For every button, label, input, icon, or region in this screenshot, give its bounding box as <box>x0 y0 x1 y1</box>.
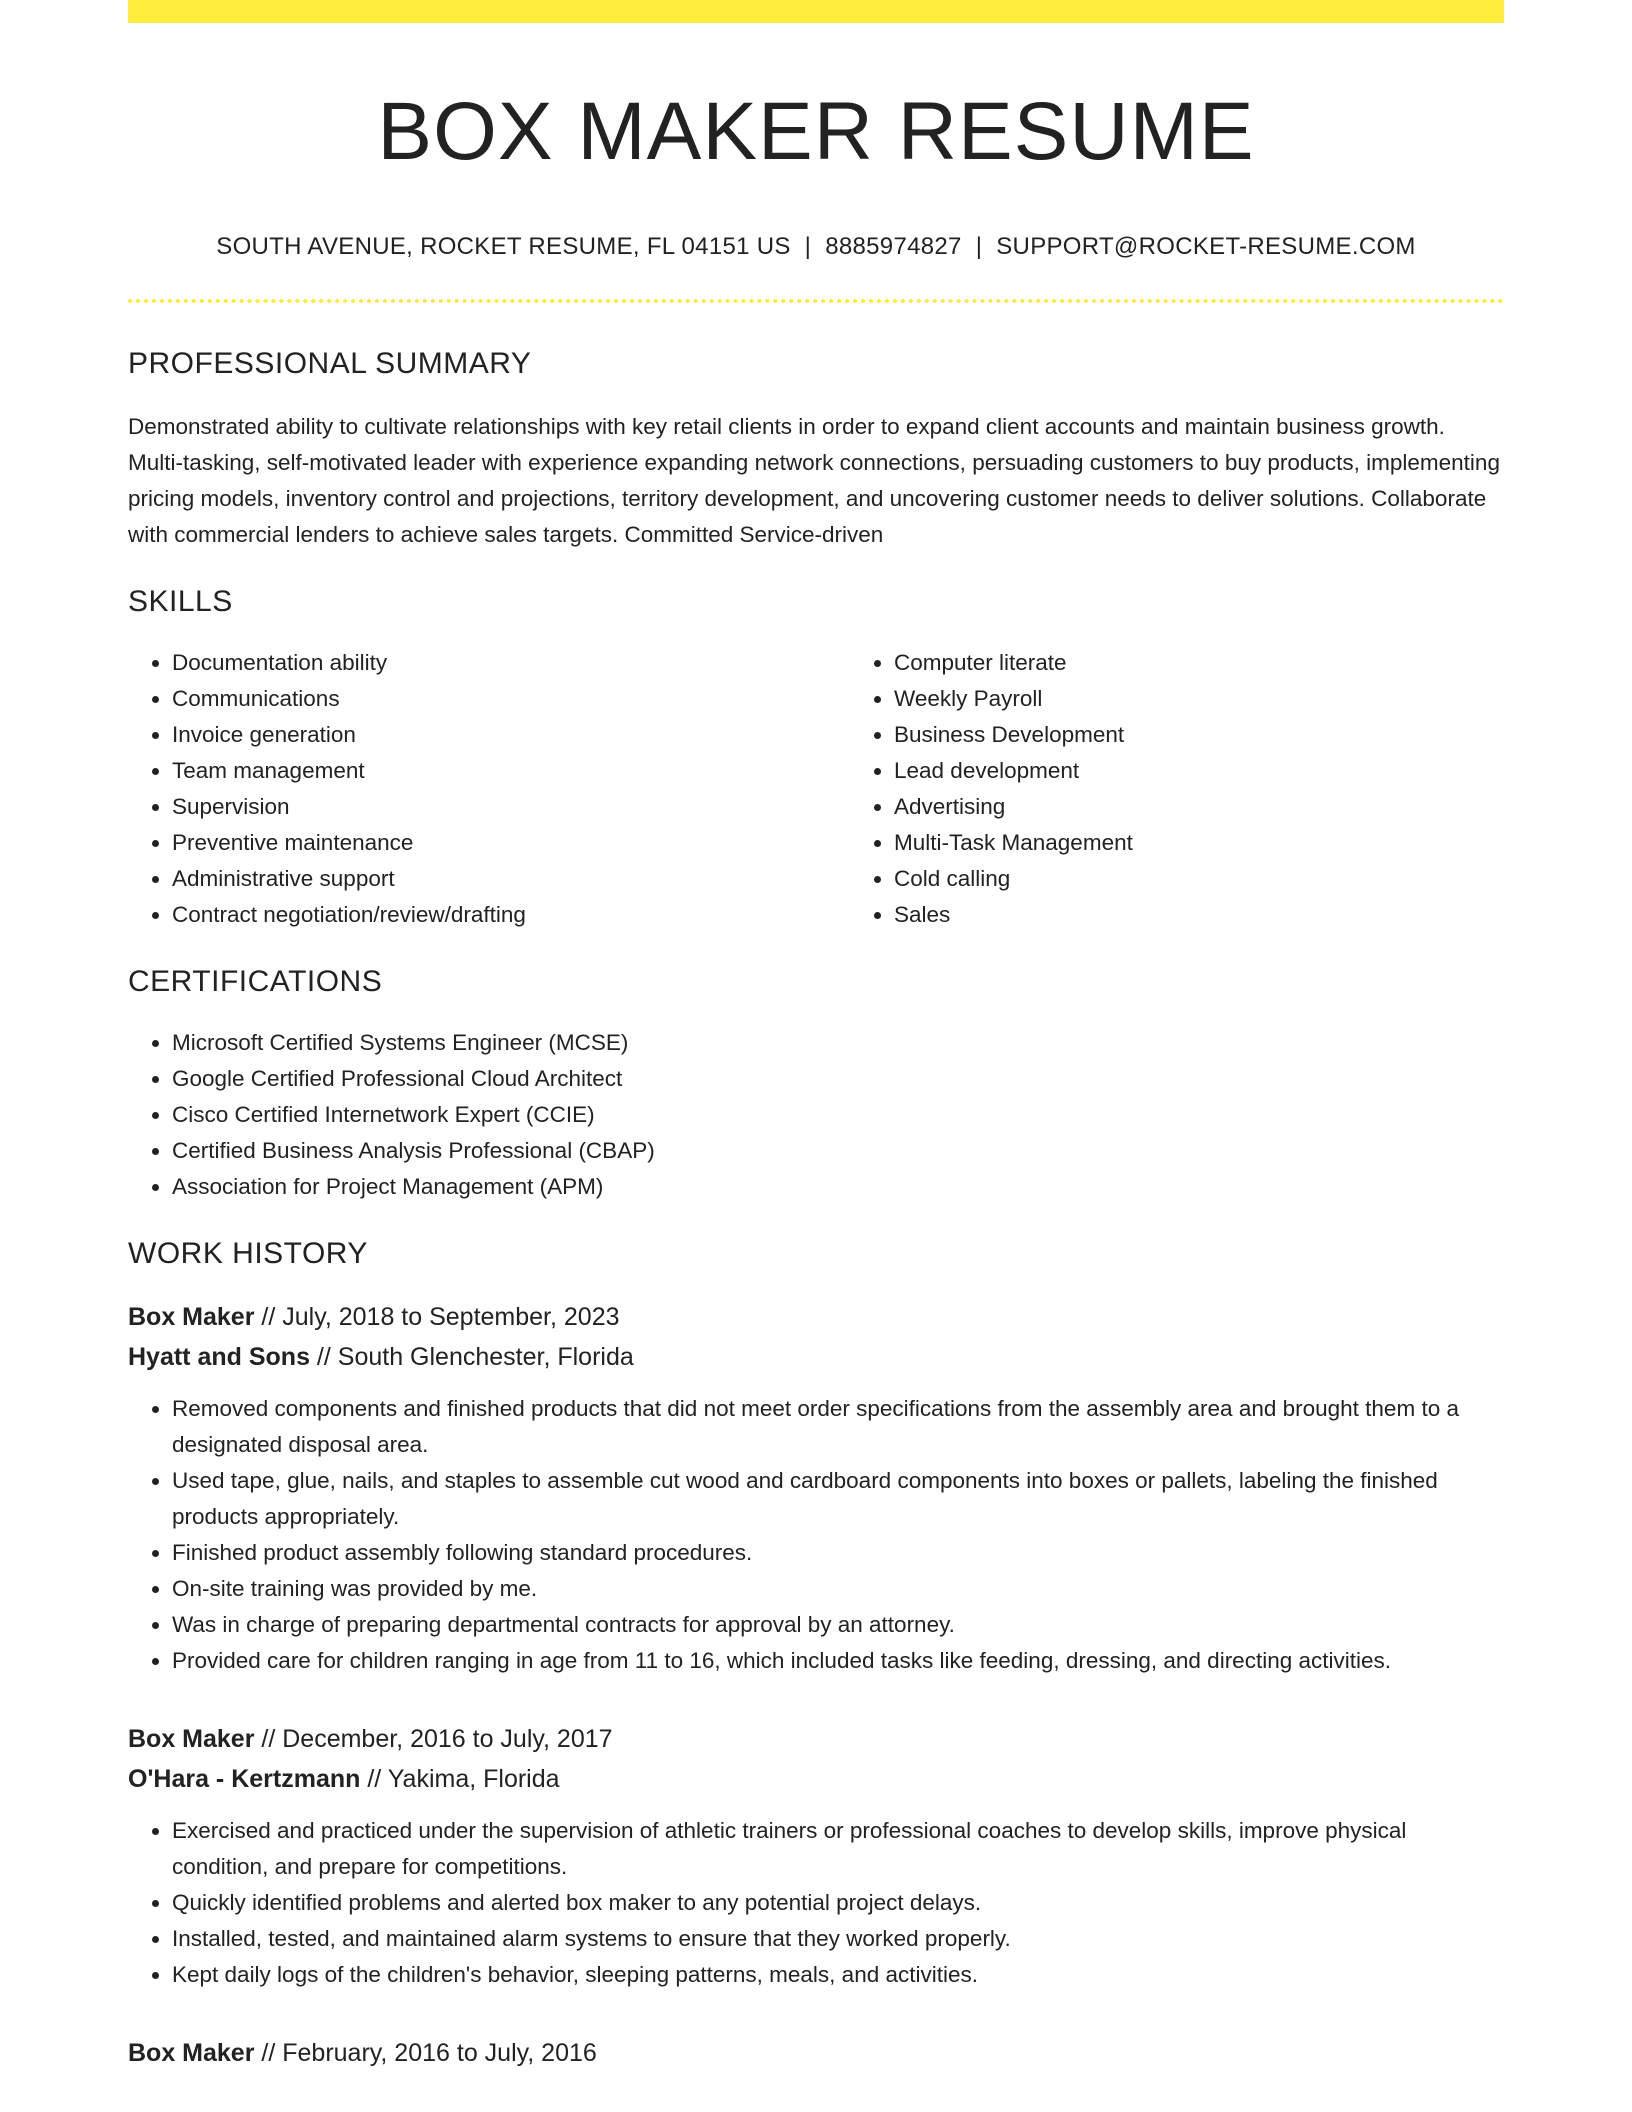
skill-item: • Administrative support <box>172 861 850 897</box>
certification-item: • Microsoft Certified Systems Engineer (MCSE) <box>172 1025 1504 1061</box>
job-location: // Yakima, Florida <box>360 1765 560 1794</box>
job-title: Box Maker <box>128 1303 255 1332</box>
job-title-line <box>128 1719 1504 1759</box>
job-company: O'Hara - Kertzmann <box>128 1765 361 1794</box>
summary-heading: PROFESSIONAL SUMMARY <box>128 347 532 381</box>
contact-email: SUPPORT@ROCKET-RESUME.COM <box>996 233 1416 261</box>
job-duty: • Provided care for children ranging in age from 11 to 16, which included tasks like feeding, dressing, and directing activities. <box>172 1643 1504 1679</box>
job-title-line <box>128 2033 1504 2073</box>
skill-item: • Multi-Task Management <box>894 825 1572 861</box>
job-duty: • Removed components and finished products that did not meet order specifications from the assembly area and brought them to a designated disposal area. <box>172 1391 1504 1463</box>
job-dates: // July, 2018 to September, 2023 <box>254 1303 620 1332</box>
skills-heading: SKILLS <box>128 585 233 619</box>
contact-address: SOUTH AVENUE, ROCKET RESUME, FL 04151 US <box>216 233 791 261</box>
skill-item: • Communications <box>172 681 850 717</box>
certification-item: • Association for Project Management (APM) <box>172 1169 1504 1205</box>
job-duty: • Exercised and practiced under the supervision of athletic trainers or professional coaches to develop skills, improve physical condition, and prepare for competitions. <box>172 1813 1504 1885</box>
contact-line <box>128 233 1504 261</box>
skill-item: • Team management <box>172 753 850 789</box>
job-company: Hyatt and Sons <box>128 1343 310 1372</box>
job-location: // South Glenchester, Florida <box>309 1343 634 1372</box>
skills-grid <box>128 645 1504 933</box>
job-duty: • On-site training was provided by me. <box>172 1571 1504 1607</box>
job-duty: • Installed, tested, and maintained alarm systems to ensure that they worked properly. <box>172 1921 1504 1957</box>
job-dates: // December, 2016 to July, 2017 <box>254 1725 613 1754</box>
skill-item: • Lead development <box>894 753 1572 789</box>
job-duty: • Kept daily logs of the children's behavior, sleeping patterns, meals, and activities. <box>172 1957 1504 1993</box>
job-duty: • Quickly identified problems and alerted box maker to any potential project delays. <box>172 1885 1504 1921</box>
summary-text: Demonstrated ability to cultivate relationships with key retail clients in order to expand client accounts and maintain business growth. Multi-tasking, self-motivated leader with experience expanding network connections, persuading customers to buy products, implementing pricing models, inventory control and projections, territory development, and uncovering customer needs to deliver solutions. Collaborate with commercial lenders to achieve sales targets. Committed Service-driven <box>128 414 1500 548</box>
dotted-divider <box>128 299 1504 303</box>
work-history-heading: WORK HISTORY <box>128 1237 368 1271</box>
job-title-line <box>128 1297 1504 1337</box>
job-entry <box>128 2033 1504 2073</box>
top-accent-bar <box>128 0 1504 23</box>
skill-item: • Supervision <box>172 789 850 825</box>
skill-item: • Computer literate <box>894 645 1572 681</box>
job-dates: // February, 2016 to July, 2016 <box>254 2039 597 2068</box>
certifications-heading: CERTIFICATIONS <box>128 965 383 999</box>
job-duty: • Was in charge of preparing departmental contracts for approval by an attorney. <box>172 1607 1504 1643</box>
skill-item: • Contract negotiation/review/drafting <box>172 897 850 933</box>
skill-item: • Invoice generation <box>172 717 850 753</box>
job-duty: • Finished product assembly following standard procedures. <box>172 1535 1504 1571</box>
skill-item: • Advertising <box>894 789 1572 825</box>
job-duty: • Used tape, glue, nails, and staples to assemble cut wood and cardboard components into boxes or pallets, labeling the finished products appropriately. <box>172 1463 1504 1535</box>
contact-separator: | <box>975 233 983 261</box>
skill-item: • Preventive maintenance <box>172 825 850 861</box>
job-entry <box>128 1297 1504 1679</box>
certification-item: • Certified Business Analysis Professional (CBAP) <box>172 1133 1504 1169</box>
skills-list-right <box>850 645 1572 933</box>
job-duties-list <box>128 1813 1504 1993</box>
skill-item: • Weekly Payroll <box>894 681 1572 717</box>
page-title: BOX MAKER RESUME <box>377 86 1255 177</box>
job-duties-list <box>128 1391 1504 1679</box>
certification-item: • Cisco Certified Internetwork Expert (CCIE) <box>172 1097 1504 1133</box>
job-title: Box Maker <box>128 2039 255 2068</box>
certification-item: • Google Certified Professional Cloud Architect <box>172 1061 1504 1097</box>
job-company-line <box>128 1759 1504 1799</box>
job-entry <box>128 1719 1504 1993</box>
skills-list-left <box>128 645 850 933</box>
skill-item: • Business Development <box>894 717 1572 753</box>
resume-page <box>128 0 1504 2073</box>
skill-item: • Sales <box>894 897 1572 933</box>
skill-item: • Documentation ability <box>172 645 850 681</box>
job-company-line <box>128 1337 1504 1377</box>
skill-item: • Cold calling <box>894 861 1572 897</box>
certifications-list <box>128 1025 1504 1205</box>
job-title: Box Maker <box>128 1725 255 1754</box>
contact-phone: 8885974827 <box>825 233 962 261</box>
contact-separator: | <box>804 233 812 261</box>
